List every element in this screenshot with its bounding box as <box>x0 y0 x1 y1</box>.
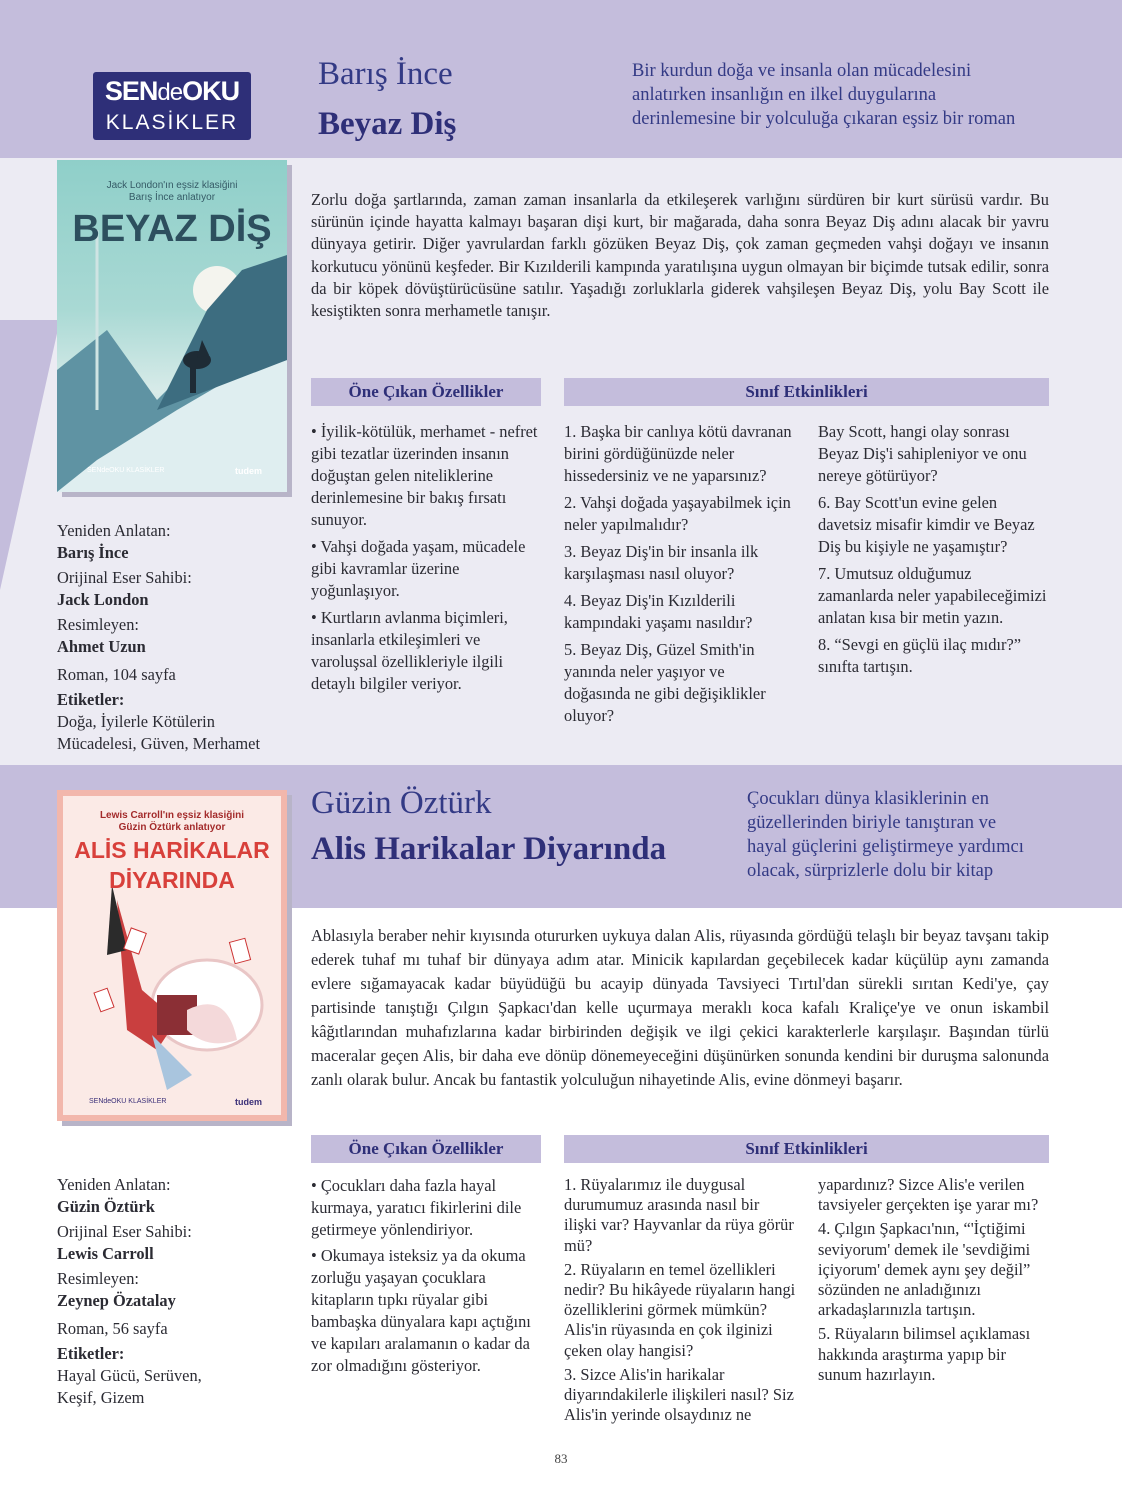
activity-item: 6. Bay Scott'un evine gelen davetsiz misafir kimdir ve Beyaz Diş bu kişiyle ne yaşamıştır? <box>818 493 1035 556</box>
book1-activities-left <box>564 421 794 732</box>
feature-item: • İyilik-kötülük, merhamet - nefret gibi tezatlar üzerinden insanın doğuştan gelen niteliklerine derinlemesine bir bakış fırsatı sunuyor. <box>311 422 538 529</box>
book2-meta: Yeniden Anlatan: Güzin Öztürk Orijinal Eser Sahibi: Lewis Carroll Resimleyen: Zeynep Özatalay Roman, 56 sayfa Etiketler: Hayal Gücü, Serüven, Keşif, Gizem <box>57 1175 202 1407</box>
activity-item: 8. “Sevgi en güçlü ilaç mıdır?” sınıfta tartışın. <box>818 635 1021 676</box>
feature-item: • Okumaya isteksiz ya da okuma zorluğu yaşayan çocuklara kitapların tıpkı rüyalar gibi bambaşka dünyalara kapı açtığını ve kapıları aralamanın o kadar da zor olmadığını gösteriyor. <box>311 1246 531 1375</box>
book1-description: Zorlu doğa şartlarında, zaman zaman insanlarla da etkileşerek varlığını sürdüren bir kurt sürüsü vardır. Bu sürünün içinde hayatta kalmayı başaran dişi kurt, bir mağarada, daha sonra Beyaz Diş adını alacak bir yavru dünyaya getirir. Diğer yavrulardan farklı gözüken Beyaz Diş, çok zaman geçmeden vahşi doğayı ve insanın korkutucu yönünü keşfeder. Bir Kızılderili kampında yaratılışına uygun olmayan bir biçimde tutsak edilir, sonra da bir köpek dövüştürücüsüne satılır. Yaşadığı zorluklarla giderek vahşileşen Beyaz Diş, yolu Bay Scott ile kesiştikten sonra merhametle tanışır. <box>311 190 1049 321</box>
page-number: 83 <box>554 1451 568 1466</box>
activity-item: 7. Umutsuz olduğumuz zamanlarda neler yapabileceğimizi anlatan kısa bir metin yazın. <box>818 564 1047 627</box>
feature-item: • Vahşi doğada yaşam, mücadele gibi kavramlar üzerine yoğunlaşıyor. <box>311 537 526 600</box>
book2-features-header: Öne Çıkan Özellikler <box>311 1135 541 1163</box>
book1-title: Beyaz Diş <box>318 106 457 142</box>
cover1-series: SENdeOKU KLASİKLER <box>87 467 165 474</box>
cover1-publisher: tudem <box>235 466 262 476</box>
activity-item: 4. Çılgın Şapkacı'nın, “'İçtiğimi seviyorum' demek ile 'sevdiğimi içiyorum' demek aynı şey değil” sözünden ne anladığınızı arkadaşlarınızla tartışın. <box>818 1219 1031 1320</box>
activity-item: 5. Rüyaların bilimsel açıklaması hakkında araştırma yapıp bir sunum hazırlayın. <box>818 1324 1031 1384</box>
book1-features-list <box>311 421 541 700</box>
cover2-title2: DİYARINDA <box>109 867 235 893</box>
book1-author: Barış İnce <box>318 56 453 92</box>
book2-tagline: Çocukları dünya klasiklerinin en güzellerinden biriyle tanıştıran ve hayal güçlerini geliştirmeye yardımcı olacak, sürprizlerle dolu bir kitap <box>747 789 1024 881</box>
book1-cover <box>57 160 287 492</box>
activity-item: 2. Vahşi doğada yaşayabilmek için neler yapılmalıdır? <box>564 493 791 534</box>
activity-item: 1. Rüyalarımız ile duygusal durumumuz arasında nasıl bir ilişki var? Hayvanlar da rüya görür mü? <box>564 1175 794 1255</box>
activity-item: 3. Beyaz Diş'in bir insanla ilk karşılaşması nasıl oluyor? <box>564 542 759 583</box>
book2-activities-header: Sınıf Etkinlikleri <box>564 1135 1049 1163</box>
book2-activities-left <box>564 1175 796 1429</box>
cover1-title: BEYAZ DİŞ <box>72 208 272 250</box>
book1-tagline: Bir kurdun doğa ve insanla olan mücadelesini anlatırken insanlığın en ilkel duygularına derinlemesine bir yolculuğa çıkaran eşsiz bir roman <box>632 61 1016 129</box>
cover2-publisher: tudem <box>235 1097 262 1107</box>
cover2-credit1: Lewis Carroll'ın eşsiz klasiğini <box>99 810 245 821</box>
cover2-title1: ALİS HARİKALAR <box>74 837 270 863</box>
activity-item: Bay Scott, hangi olay sonrası Beyaz Diş'i sahipleniyor ve onu nereye götürüyor? <box>818 422 1027 485</box>
sendeoku-klasikler-logo: SENdeOKU KLASİKLER <box>93 72 251 140</box>
activity-item: 2. Rüyaların en temel özellikleri nedir? Bu hikâyede rüyaların hangi özelliklerini görmek mümkün? Alis'in rüyasında en çok ilginizi çeken olay hangisi? <box>564 1259 796 1360</box>
book1-activities-header: Sınıf Etkinlikleri <box>564 378 1049 406</box>
book2-description: Ablasıyla beraber nehir kıyısında otururken uykuya dalan Alis, rüyasında gördüğü telaşlı bir beyaz tavşanı takip ederek tuhaf mı tuhaf bir dünyaya adım atar. Minicik kapılardan geçebilecek kadar küçülüp aynı zamanda evlere sığamayacak kadar büyüdüğü bu acayip dünyada Tavsiyeci Tırtıl'dan sürekli sırıtan Kedi'ye, çay partisinde tanıştığı Çılgın Şapkacı'dan kelle uçurmaya meraklı koca kafalı Kraliçe'ye ve onun iskambil kâğıtlarından muhafızlarına kadar birbirinden değişik ve ilgi çekici karakterlerle karşılaşır. Başından türlü maceralar geçen Alis, bir daha eve dönüp dönemeyeceğini düşünürken sonunda kendini bir duruşma salonunda zanlı olarak bulur. Ancak bu fantastik yolculuğun nihayetinde Alis, evine dönmeyi başarır. <box>311 926 1049 1089</box>
feature-item: • Kurtların avlanma biçimleri, insanlarla etkileşimleri ve varoluşsal özellikleriyle ilgili detaylı bilgiler veriyor. <box>311 608 508 693</box>
book1-features-header: Öne Çıkan Özellikler <box>311 378 541 406</box>
activity-item: yapardınız? Sizce Alis'e verilen tavsiyeler gerçekten işe yarar mı? <box>818 1175 1039 1215</box>
cover1-credit1: Jack London'ın eşsiz klasiğini <box>106 180 238 191</box>
activity-item: 4. Beyaz Diş'in Kızılderili kampındaki yaşamı nasıldır? <box>564 591 753 632</box>
book1-activities-right <box>818 421 1050 683</box>
book2-cover <box>57 790 287 1121</box>
decorative-triangle <box>0 320 60 590</box>
activity-item: 5. Beyaz Diş, Güzel Smith'in yanında neler yaşıyor ve doğasında ne gibi değişiklikler oluyor? <box>564 640 766 725</box>
cover1-credit2: Barış İnce anlatıyor <box>128 192 216 203</box>
cover2-credit2: Güzin Öztürk anlatıyor <box>118 822 226 833</box>
feature-item: • Çocukları daha fazla hayal kurmaya, yaratıcı fikirlerini dile getirmeye yönlendiriyor. <box>311 1176 522 1239</box>
book2-features-list <box>311 1175 543 1381</box>
activity-item: 1. Başka bir canlıya kötü davranan birini gördüğünüzde neler hissedersiniz ve ne yaparsınız? <box>564 422 792 485</box>
book2-title: Alis Harikalar Diyarında <box>311 831 667 867</box>
book2-activities-right <box>818 1175 1050 1389</box>
cover2-series: SENdeOKU KLASİKLER <box>89 1098 167 1105</box>
activity-item: 3. Sizce Alis'in harikalar diyarındakilerle ilişkileri nasıl? Siz Alis'in yerinde olsaydınız ne <box>564 1364 794 1425</box>
book2-author: Güzin Öztürk <box>311 785 492 821</box>
book1-meta: Yeniden Anlatan: Barış İnce Orijinal Eser Sahibi: Jack London Resimleyen: Ahmet Uzun Roman, 104 sayfa Etiketler: Doğa, İyilerle Kötülerin Mücadelesi, Güven, Merhamet <box>57 521 260 753</box>
